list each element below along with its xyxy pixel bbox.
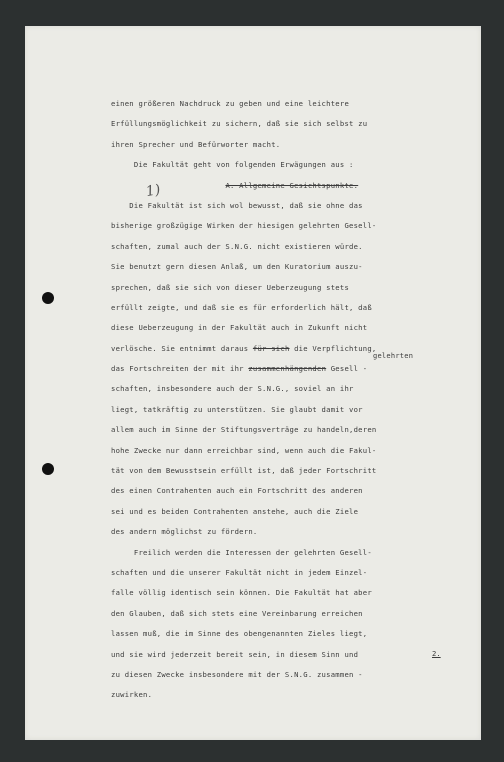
line-fragment: verlösche. Sie entnimmt daraus (111, 343, 253, 353)
section-heading: A. Allgemeine Gesichtspunkte. (225, 180, 359, 190)
text-line: und sie wird jederzeit bereit sein, in diesem Sinn und (111, 649, 359, 659)
text-line: des einen Contrahenten auch ein Fortschritt des anderen (111, 486, 363, 496)
text-line: Erfüllungsmöglichkeit zu sichern, daß sie sich selbst zu (111, 119, 368, 129)
line-fragment: Gesell - (326, 364, 368, 374)
struck-text: zusammenhängenden (248, 364, 327, 374)
text-line: des andern möglichst zu fördern. (111, 527, 258, 537)
text-line: diese Ueberzeugung in der Fakultät auch in Zukunft nicht (111, 323, 368, 333)
inserted-word: gelehrten (373, 352, 414, 361)
text-line: erfüllt zeigte, und daß sie es für erforderlich hält, daß (111, 302, 372, 312)
text-line: tät von dem Bewusstsein erfüllt ist, daß jeder Fortschritt (111, 466, 377, 476)
text-line: falle völlig identisch sein können. Die Fakultät hat aber (111, 588, 372, 598)
text-line: Freilich werden die Interessen der gelehrten Gesell- (111, 547, 372, 557)
punch-hole-top (42, 292, 54, 304)
text-line: den Glauben, daß sich stets eine Vereinbarung erreichen (111, 608, 363, 618)
struck-text: für sich (252, 343, 290, 353)
page-number: 2. (432, 649, 441, 658)
text-line: allem auch im Sinne der Stiftungsverträge zu handeln,deren (111, 425, 377, 435)
text-line: Die Fakultät geht von folgenden Erwägungen aus : (111, 160, 354, 170)
text-line: Die Fakultät ist sich wol bewusst, daß sie ohne das (111, 200, 363, 210)
text-line: Sie benutzt gern diesen Anlaß, um den Kuratorium auszu- (111, 262, 363, 272)
text-line: einen größeren Nachdruck zu geben und eine leichtere (111, 99, 350, 108)
text-line: zuwirken. (111, 690, 153, 700)
text-line: zu diesen Zwecke insbesondere mit der S.N.G. zusammen - (111, 669, 363, 679)
text-line: hohe Zwecke nur dann erreichbar sind, wenn auch die Fakul- (111, 445, 377, 455)
typed-text-body (111, 94, 459, 706)
section-heading-line (111, 176, 459, 196)
text-line: bisherige großzügige Wirken der hiesigen gelehrten Gesell- (111, 221, 377, 231)
text-line: schaften, zumal auch der S.N.G. nicht existieren würde. (111, 241, 363, 251)
text-line-with-insertion (111, 352, 459, 379)
line-fragment: das Fortschreiten der mit ihr (111, 364, 249, 374)
text-line: liegt, tatkräftig zu unterstützen. Sie glaubt damit vor (111, 404, 363, 414)
text-line: sprechen, daß sie sich von dieser Ueberzeugung stets (111, 282, 350, 292)
text-line: schaften und die unserer Fakultät nicht in jedem Einzel- (111, 567, 368, 577)
margin-annotation: 1) (144, 181, 162, 201)
text-line: lassen muß, die im Sinne des obengenannten Zieles liegt, (111, 629, 368, 639)
line-fragment: die Verpflichtung, (289, 343, 377, 353)
punch-hole-bottom (42, 463, 54, 475)
text-line: sei und es beiden Contrahenten anstehe, auch die Ziele (111, 506, 359, 516)
text-line: ihren Sprecher und Befürworter macht. (111, 139, 281, 149)
text-line: schaften, insbesondere auch der S.N.G., soviel an ihr (111, 384, 354, 394)
